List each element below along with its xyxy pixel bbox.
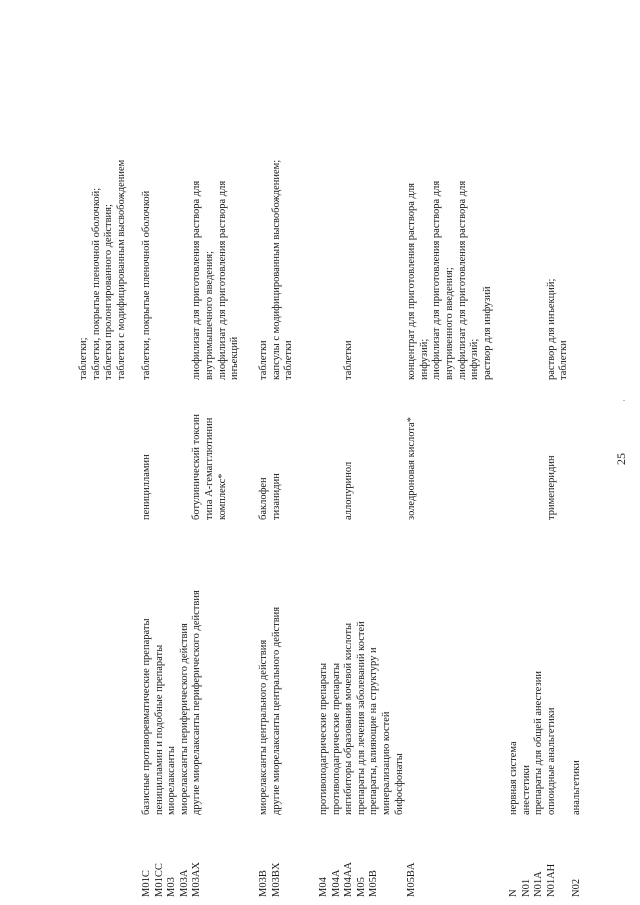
- spacer: [394, 0, 407, 380]
- atc-code: M03BX: [270, 862, 282, 897]
- form-line: таблетки, покрытые пленочной оболочкой;: [90, 187, 102, 380]
- spacer: [368, 380, 381, 520]
- group-name: анестетики: [520, 764, 532, 815]
- group-name: противоподагрические препараты: [330, 662, 342, 815]
- inn-name: баклофен: [258, 477, 269, 520]
- page-number: 25: [614, 453, 628, 465]
- inn-name: аллопуринол: [343, 461, 355, 520]
- atc-code: M03AX: [191, 861, 203, 897]
- atc-code: M01CC: [153, 863, 165, 897]
- spacer: [368, 0, 381, 380]
- group-name: нервная система: [508, 741, 519, 815]
- atc-code: M05B: [368, 870, 380, 897]
- spacer: [356, 380, 369, 520]
- form-line: концентрат для приготовления раствора для: [406, 183, 418, 380]
- form-line: лиофилизат для приготовления раствора для: [191, 180, 203, 380]
- group-name: противоподагрические препараты: [318, 662, 329, 815]
- group-name: миорелаксанты центрального действия: [258, 639, 269, 815]
- form-line: таблетки;: [78, 337, 89, 380]
- spacer: [394, 380, 407, 520]
- spacer: [533, 0, 546, 380]
- form-line: инфузий;: [469, 338, 481, 380]
- top-forms-block: [78, 0, 128, 380]
- group-name: препараты для лечения заболеваний костей: [355, 621, 367, 815]
- atc-code: N01AH: [545, 863, 557, 897]
- spacer: [318, 380, 331, 520]
- spacer: [331, 380, 344, 520]
- spacer: [394, 827, 407, 897]
- atc-code: M03: [166, 877, 178, 897]
- forms-column: [318, 0, 494, 380]
- group-name: другие миорелаксанты центрального действия: [270, 606, 282, 815]
- group-name: анальгетики: [570, 760, 582, 815]
- form-line: таблетки: [283, 340, 295, 380]
- atc-code: N01A: [533, 871, 545, 897]
- form-line: инъекций: [229, 336, 241, 380]
- form-line: лиофилизат для приготовления раствора для: [216, 180, 228, 380]
- form-line: раствор для инфузий: [481, 286, 493, 380]
- group-name: другие миорелаксанты периферического действия: [191, 590, 203, 815]
- form-line: лиофилизат для приготовления раствора для: [456, 180, 468, 380]
- inn-name: тизанидин: [270, 473, 282, 520]
- inn-column: [318, 380, 419, 520]
- spacer: [508, 0, 521, 380]
- spacer: [166, 0, 179, 380]
- inn-name: золедроновая кислота*: [406, 417, 418, 520]
- atc-code: M04AA: [343, 861, 355, 897]
- scan-speck: [623, 400, 625, 401]
- atc-code: M05: [355, 877, 367, 897]
- forms-column: [141, 0, 242, 380]
- forms-column: [258, 0, 296, 380]
- spacer: [381, 827, 394, 897]
- spacer: [533, 380, 546, 520]
- spacer: [381, 380, 394, 520]
- group-names: [141, 515, 204, 815]
- spacer: [331, 0, 344, 380]
- inn-name: типа А-гемагглютинин: [203, 417, 215, 520]
- spacer: [521, 380, 534, 520]
- group-names: [318, 515, 406, 815]
- form-line: таблетки: [258, 340, 269, 380]
- atc-code: M04: [318, 877, 329, 897]
- atc-code: N01: [520, 878, 532, 897]
- inn-name: тримеперидин: [545, 455, 557, 520]
- spacer: [318, 0, 331, 380]
- spacer: [154, 0, 167, 380]
- spacer: [508, 380, 521, 520]
- form-line: таблетки: [343, 340, 355, 380]
- form-line: раствор для инъекций;: [545, 278, 557, 380]
- spacer: [154, 380, 167, 520]
- atc-codes-group: [258, 827, 283, 897]
- atc-code: M05BA: [406, 862, 418, 897]
- atc-code: M04A: [330, 869, 342, 897]
- form-line: инфузий;: [418, 338, 430, 380]
- form-line: лиофилизат для приготовления раствора для: [431, 180, 443, 380]
- form-line: таблетки: [558, 340, 570, 380]
- spacer: [166, 380, 179, 520]
- form-line: таблетки пролонгированного действия;: [103, 204, 115, 380]
- group-name: миорелаксанты: [166, 746, 178, 815]
- group-name: бифосфонаты: [393, 753, 405, 815]
- group-name: пеницилламин и подобные препараты: [153, 644, 165, 815]
- spacer: [558, 827, 571, 897]
- spacer: [558, 515, 571, 815]
- inn-name: ботулинический токсин: [191, 413, 203, 520]
- spacer: [356, 0, 369, 380]
- group-names: [258, 515, 283, 815]
- group-name: опиоидные анальгетики: [545, 707, 557, 815]
- atc-codes-group: [318, 827, 419, 897]
- group-name: ингибиторы образования мочевой кислоты: [343, 622, 355, 815]
- spacer: [179, 380, 192, 520]
- inn-name: пеницилламин: [141, 454, 152, 520]
- form-line: внутривенного введения;: [443, 267, 455, 380]
- group-name: препараты для общей анестезии: [533, 671, 545, 815]
- spacer: [179, 0, 192, 380]
- atc-code: M03B: [258, 870, 269, 897]
- form-line: внутримышечного введения;: [203, 250, 215, 380]
- atc-codes-group: [508, 827, 584, 897]
- atc-code: N02: [570, 878, 582, 897]
- inn-column: [258, 380, 283, 520]
- inn-column: [141, 380, 229, 520]
- atc-code: M01C: [141, 870, 152, 897]
- spacer: [521, 0, 534, 380]
- form-line: капсулы с модифицированным высвобождением;: [270, 159, 282, 380]
- spacer: [381, 0, 394, 380]
- atc-code: N: [508, 889, 519, 897]
- forms-column: [508, 0, 571, 380]
- form-line: таблетки с модифицированным высвобождением: [115, 159, 127, 380]
- atc-codes-group: [141, 827, 204, 897]
- group-name: миорелаксанты периферического действия: [178, 623, 190, 815]
- group-name: минерализацию костей: [380, 711, 392, 815]
- inn-name: комплекс*: [216, 473, 228, 520]
- group-names: [508, 515, 584, 815]
- form-line: таблетки, покрытые пленочной оболочкой: [141, 190, 152, 380]
- atc-code: M03A: [178, 869, 190, 897]
- group-name: препараты, влияющие на структуру и: [368, 647, 380, 815]
- inn-column: [508, 380, 558, 520]
- group-name: базисные противоревматические препараты: [141, 618, 152, 815]
